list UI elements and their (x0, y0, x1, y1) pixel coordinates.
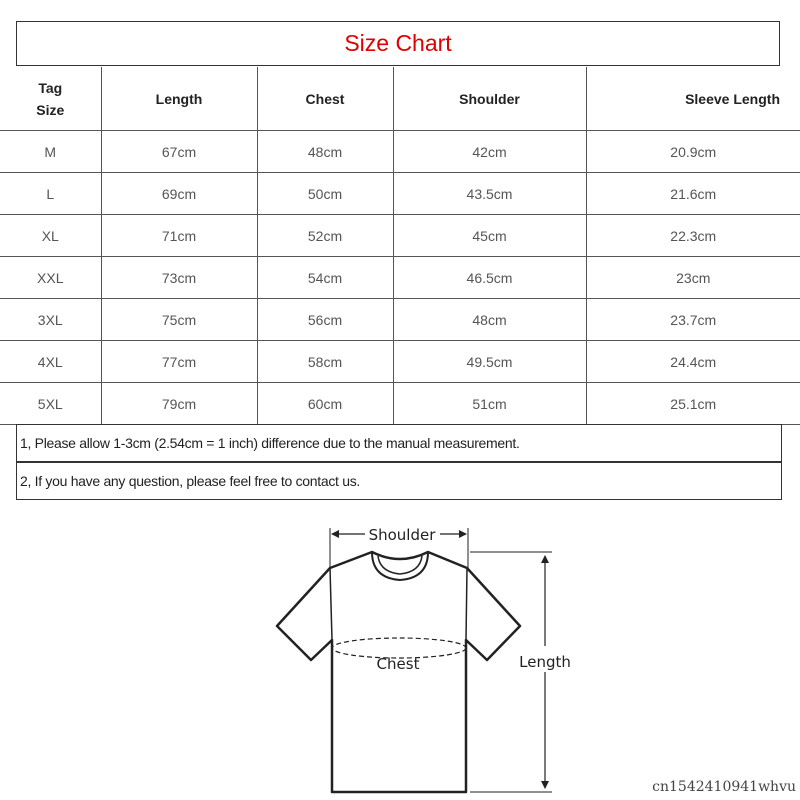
cell-shoulder: 43.5cm (393, 173, 586, 215)
cell-chest: 52cm (257, 215, 393, 257)
chest-label: Chest (376, 655, 420, 673)
cell-size: L (0, 173, 101, 215)
cell-sleeve: 23.7cm (586, 299, 800, 341)
cell-sleeve: 21.6cm (586, 173, 800, 215)
cell-length: 67cm (101, 131, 257, 173)
cell-size: XL (0, 215, 101, 257)
shoulder-label: Shoulder (368, 526, 436, 544)
cell-chest: 48cm (257, 131, 393, 173)
note-contact: 2, If you have any question, please feel free to contact us. (16, 462, 782, 500)
table-row (0, 257, 800, 299)
cell-chest: 58cm (257, 341, 393, 383)
cell-shoulder: 45cm (393, 215, 586, 257)
cell-sleeve: 23cm (586, 257, 800, 299)
table-row (0, 173, 800, 215)
tshirt-measurement-diagram (0, 500, 800, 800)
header-tag-line1: Tag (38, 79, 63, 96)
length-label: Length (519, 653, 571, 671)
table-row (0, 383, 800, 425)
cell-shoulder: 48cm (393, 299, 586, 341)
shoulder-measure (330, 526, 468, 568)
table-row (0, 341, 800, 383)
cell-size: 5XL (0, 383, 101, 425)
cell-shoulder: 42cm (393, 131, 586, 173)
page-title: Size Chart (344, 30, 452, 56)
cell-shoulder: 49.5cm (393, 341, 586, 383)
cell-length: 73cm (101, 257, 257, 299)
cell-length: 75cm (101, 299, 257, 341)
cell-chest: 54cm (257, 257, 393, 299)
header-sleeve-length: Sleeve Length (586, 67, 800, 131)
table-row (0, 299, 800, 341)
cell-size: XXL (0, 257, 101, 299)
cell-sleeve: 25.1cm (586, 383, 800, 425)
chest-measure (332, 638, 466, 673)
cell-chest: 56cm (257, 299, 393, 341)
size-chart-title-box (16, 21, 780, 66)
size-table (0, 67, 800, 425)
cell-length: 69cm (101, 173, 257, 215)
cell-shoulder: 51cm (393, 383, 586, 425)
cell-length: 71cm (101, 215, 257, 257)
cell-size: M (0, 131, 101, 173)
cell-shoulder: 46.5cm (393, 257, 586, 299)
table-header-row (0, 67, 800, 131)
cell-length: 77cm (101, 341, 257, 383)
cell-length: 79cm (101, 383, 257, 425)
header-chest: Chest (257, 67, 393, 131)
table-row (0, 215, 800, 257)
header-length: Length (101, 67, 257, 131)
header-tag-line2: Size (36, 101, 65, 118)
cell-chest: 60cm (257, 383, 393, 425)
cell-sleeve: 20.9cm (586, 131, 800, 173)
table-row (0, 131, 800, 173)
watermark-text: cn1542410941whvu (652, 779, 796, 795)
header-shoulder: Shoulder (393, 67, 586, 131)
cell-size: 3XL (0, 299, 101, 341)
header-tag-size (0, 67, 101, 131)
cell-chest: 50cm (257, 173, 393, 215)
cell-sleeve: 24.4cm (586, 341, 800, 383)
cell-size: 4XL (0, 341, 101, 383)
cell-sleeve: 22.3cm (586, 215, 800, 257)
note-measurement: 1, Please allow 1-3cm (2.54cm = 1 inch) difference due to the manual measurement. (16, 424, 782, 462)
